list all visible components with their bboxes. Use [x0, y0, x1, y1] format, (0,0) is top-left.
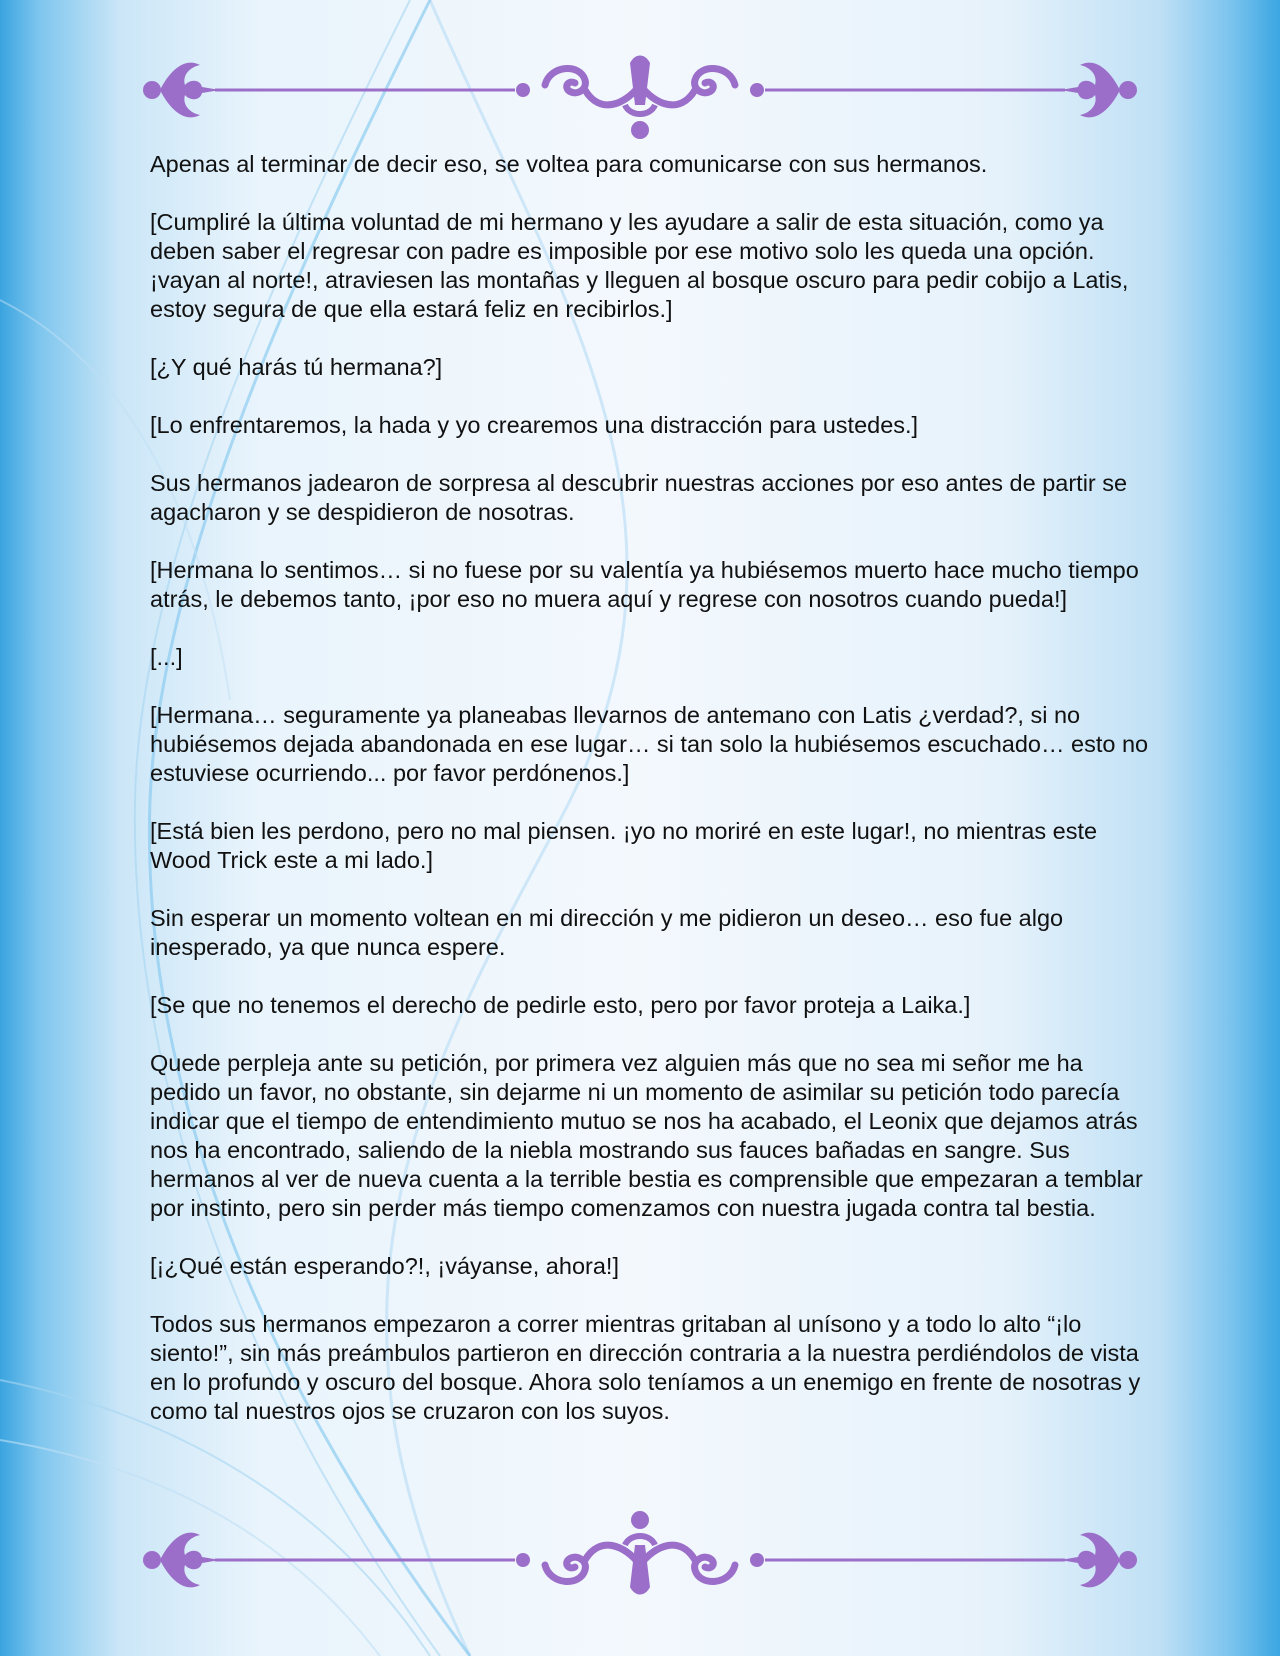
top-ornament — [130, 45, 1150, 145]
paragraph: [Hermana… seguramente ya planeabas llevarnos de antemano con Latis ¿verdad?, si no hubiésemos dejada abandonada en ese lugar… si tan solo la hubiésemos escuchado… esto no estuviese ocurriendo... por favor perdónenos.] — [150, 702, 1149, 786]
paragraph: [Hermana lo sentimos… si no fuese por su valentía ya hubiésemos muerto hace mucho tiempo atrás, le debemos tanto, ¡por eso no muera aquí y regrese con nosotros cuando pueda!] — [150, 557, 1139, 612]
document-body — [150, 150, 1150, 1455]
paragraph: [¿Y qué harás tú hermana?] — [150, 354, 443, 380]
bottom-ornament — [130, 1505, 1150, 1605]
paragraph: [Está bien les perdono, pero no mal piensen. ¡yo no moriré en este lugar!, no mientras este Wood Trick este a mi lado.] — [150, 818, 1098, 873]
paragraph: [...] — [150, 644, 183, 670]
paragraph: Todos sus hermanos empezaron a correr mientras gritaban al unísono y a todo lo alto “¡lo siento!”, sin más preámbulos partieron en dirección contraria a la nuestra perdiéndolos de vista en lo profundo y oscuro del bosque. Ahora solo teníamos a un enemigo en frente de nosotras y como tal nuestros ojos se cruzaron con los suyos. — [150, 1311, 1141, 1424]
paragraph: Sus hermanos jadearon de sorpresa al descubrir nuestras acciones por eso antes de partir se agacharon y se despidieron de nosotras. — [150, 470, 1128, 525]
paragraph: [Se que no tenemos el derecho de pedirle esto, pero por favor proteja a Laika.] — [150, 992, 971, 1018]
paragraph: [Lo enfrentaremos, la hada y yo crearemos una distracción para ustedes.] — [150, 412, 919, 438]
paragraph: Sin esperar un momento voltean en mi dirección y me pidieron un deseo… eso fue algo inesperado, ya que nunca espere. — [150, 905, 1064, 960]
paragraph: Apenas al terminar de decir eso, se voltea para comunicarse con sus hermanos. — [150, 151, 988, 177]
paragraph: [Cumpliré la última voluntad de mi hermano y les ayudare a salir de esta situación, como ya deben saber el regresar con padre es imposible por ese motivo solo les queda una opción. ¡vayan al norte!, atraviesen las montañas y lleguen al bosque oscuro para pedir cobijo a Latis, estoy segura de que ella estará feliz en recibirlos.] — [150, 209, 1129, 322]
paragraph: Quede perpleja ante su petición, por primera vez alguien más que no sea mi señor me ha pedido un favor, no obstante, sin dejarme ni un momento de asimilar su petición todo parecía indicar que el tiempo de entendimiento mutuo se nos ha acabado, el Leonix que dejamos atrás nos ha encontrado, saliendo de la niebla mostrando sus fauces bañadas en sangre. Sus hermanos al ver de nueva cuenta a la terrible bestia es comprensible que empezaran a temblar por instinto, pero sin perder más tiempo comenzamos con nuestra jugada contra tal bestia. — [150, 1050, 1143, 1221]
paragraph: [¡¿Qué están esperando?!, ¡váyanse, ahora!] — [150, 1253, 619, 1279]
